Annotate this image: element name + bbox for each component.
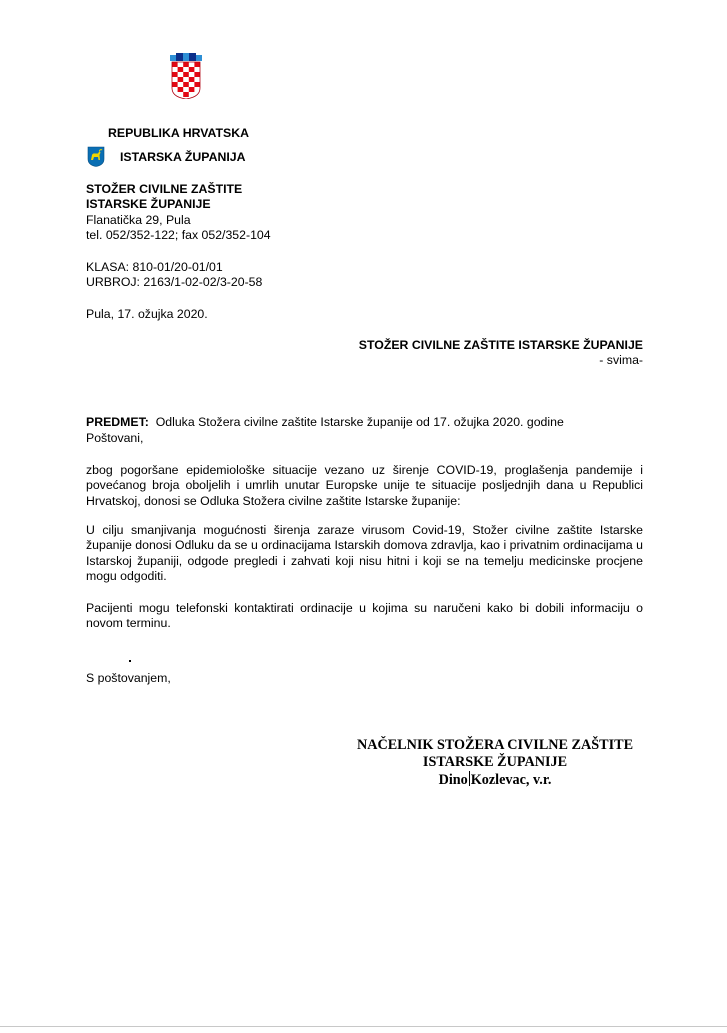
page-edge-line <box>0 1026 727 1027</box>
body-paragraph-2: U cilju smanjivanja mogućnosti širenja zaraze virusom Covid-19, Stožer civilne zaštite Istarske županije donosi Odluku da se u ordinacijama Istarskih domova zdravlja, kao i privatnim ordinacijama u Istarskoj županiji, odgode pregledi i zahvati koji nisu hitni i koji se na temelju medicinske procjene mogu odgoditi. <box>86 523 643 584</box>
signature-name <box>345 771 645 789</box>
signatory-last-name: Kozlevac, v.r. <box>470 772 552 788</box>
county-title: ISTARSKA ŽUPANIJA <box>120 150 246 164</box>
subject-line <box>86 415 564 430</box>
document-date: Pula, 17. ožujka 2020. <box>86 307 208 321</box>
stray-dot <box>129 660 131 662</box>
signature-title-line1: NAČELNIK STOŽERA CIVILNE ZAŠTITE <box>356 737 634 753</box>
sender-name-line2: ISTARSKE ŽUPANIJE <box>86 197 211 211</box>
istria-goat-emblem-icon <box>87 146 105 167</box>
subject-label: PREDMET: <box>86 415 149 429</box>
closing-salutation: S poštovanjem, <box>86 671 171 685</box>
body-paragraph-3: Pacijenti mogu telefonski kontaktirati ordinacije u kojima su naručeni kako bi dobili informaciju o novom terminu. <box>86 601 643 631</box>
recipient-name: STOŽER CIVILNE ZAŠTITE ISTARSKE ŽUPANIJE <box>358 338 643 352</box>
urbroj-reference: URBROJ: 2163/1-02-02/3-20-58 <box>86 275 263 289</box>
body-paragraph-1: zbog pogoršane epidemiološke situacije vezano uz širenje COVID-19, proglašenja pandemije i povećanog broja oboljelih i umrlih unutar Europske unije te situacije posljednjih dana u Republici Hrvatskoj, donosi se Odluka Stožera civilne zaštite Istarske županije: <box>86 463 643 508</box>
text-cursor <box>469 771 470 786</box>
republic-title: REPUBLIKA HRVATSKA <box>108 126 249 140</box>
sender-name-line1: STOŽER CIVILNE ZAŠTITE <box>86 182 243 196</box>
sender-address: Flanatička 29, Pula <box>86 213 191 227</box>
signature-title-line2: ISTARSKE ŽUPANIJE <box>422 754 568 770</box>
sender-phone-fax: tel. 052/352-122; fax 052/352-104 <box>86 228 271 242</box>
croatian-coat-of-arms-icon <box>167 53 205 99</box>
signatory-first-name: Dino <box>438 772 468 788</box>
greeting: Poštovani, <box>86 431 144 445</box>
recipient-note: - svima- <box>599 353 643 367</box>
subject-text: Odluka Stožera civilne zaštite Istarske županije od 17. ožujka 2020. godine <box>155 415 564 429</box>
klasa-reference: KLASA: 810-01/20-01/01 <box>86 260 223 274</box>
